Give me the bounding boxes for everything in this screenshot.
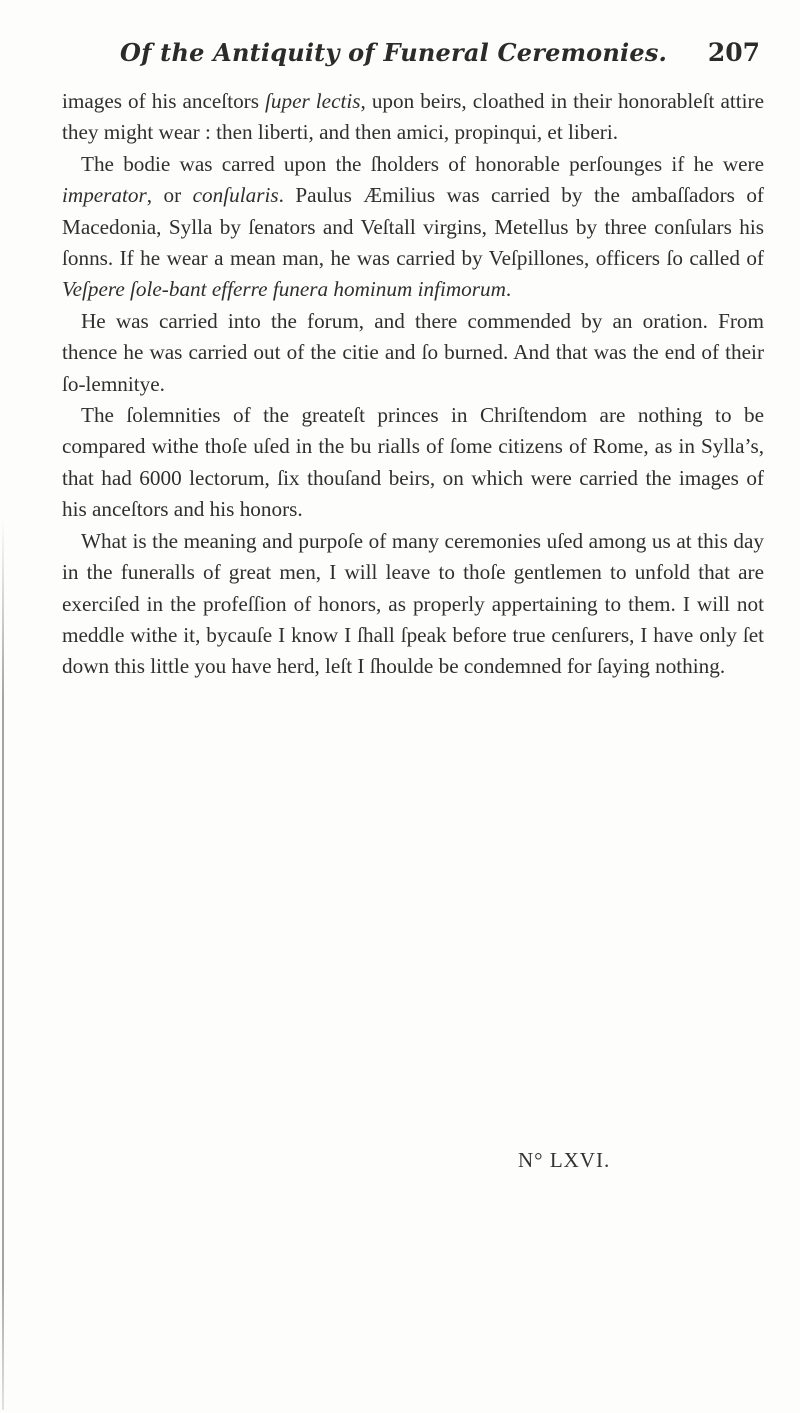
text-segment: images of his anceſtors	[62, 89, 266, 113]
page-number: 207	[707, 38, 760, 67]
text-segment: .	[505, 277, 512, 302]
text-segment: He was carried into the forum, and there commended by an oration. From thence he was carried out of the citie and ſo burned. And that was the end of their ſo-lemnitye.	[62, 308, 764, 396]
italic-text-segment: ſuper lectis	[265, 89, 361, 113]
paragraph	[62, 400, 764, 526]
text-segment: What is the meaning and purpoſe of many ceremonies uſed among us at this day in the funeralls of great men, I will leave to thoſe gentlemen to unfold that are exerciſed in the profeſſion of honors, as properly appertaining to them. I will not meddle withe it, bycauſe I know I ſhall ſpeak before true cenſurers, I have only ſet down this little you have herd, leſt I ſhoulde be condemned for ſaying nothing.	[62, 528, 764, 679]
text-segment: The ſolemnities of the greateſt princes in Chriſtendom are nothing to be compared withe thoſe uſed in the bu rialls of ſome citizens of Rome, as in Sylla’s, that had 6000 lectorum, ſix thouſand beirs, on which were carried the images of his anceſtors and his honors.	[62, 403, 764, 522]
running-title: Of the Antiquity of Funeral Ceremonies.	[120, 38, 668, 67]
paragraph	[62, 526, 764, 683]
paragraph	[62, 149, 764, 306]
italic-text-segment: imperator	[62, 183, 147, 208]
paragraph	[62, 86, 764, 149]
page-edge-shadow	[2, 520, 4, 1410]
paragraph	[62, 306, 764, 400]
italic-text-segment: conſularis	[192, 183, 279, 208]
body-text	[62, 86, 764, 683]
text-segment: The bodie was carred upon the ſholders of honorable perſounges if he were	[81, 151, 764, 176]
catchword: N° LXVI.	[518, 1148, 611, 1172]
italic-text-segment: Veſpere ſole-bant efferre funera hominum infimorum	[62, 277, 506, 302]
page-header	[120, 38, 760, 82]
text-segment: , upon beirs, cloathed in their honorableſt attire they might wear : then liberti, and then amici, propinqui, et liberi.	[62, 89, 764, 145]
text-segment: . Paulus Æmilius was carried by the ambaſſadors of Macedonia, Sylla by ſenators and Veſtall virgins, Metellus by three conſulars his ſonns. If he wear a mean man, he was carried by Veſpillones, officers ſo called of	[62, 183, 764, 271]
text-segment: , or	[146, 183, 193, 208]
